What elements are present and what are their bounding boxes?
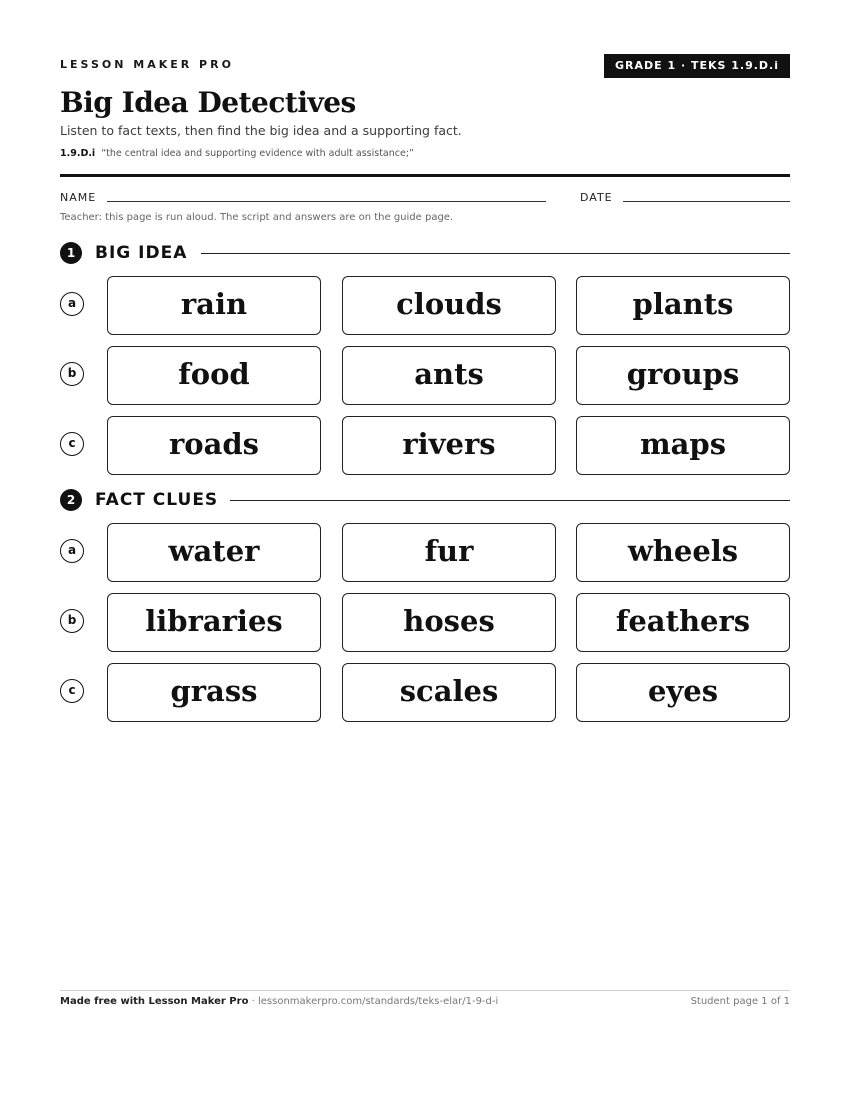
section-rule [201,253,790,254]
word-card[interactable]: wheels [576,523,790,582]
word-card[interactable]: rivers [342,416,556,475]
row-letter: a [60,292,84,316]
standard-line [60,148,414,159]
word-card[interactable]: maps [576,416,790,475]
section-fact-clues [60,489,790,511]
word-card[interactable]: rain [107,276,321,335]
word-card[interactable]: libraries [107,593,321,652]
teacher-note: Teacher: this page is run aloud. The script and answers are on the guide page. [60,212,454,223]
row-letter: b [60,362,84,386]
answer-row [60,346,790,406]
word-card[interactable]: roads [107,416,321,475]
answer-row [60,416,790,476]
brand-name: LESSON MAKER PRO [60,58,234,71]
footer-divider [60,990,790,991]
footer-separator: · [248,996,258,1007]
answer-row [60,663,790,723]
answer-row [60,523,790,583]
grade-badge: GRADE 1 · TEKS 1.9.D.i [604,54,790,78]
standard-code: 1.9.D.i [60,148,96,159]
word-card[interactable]: fur [342,523,556,582]
word-card[interactable]: grass [107,663,321,722]
worksheet-page [60,0,790,1100]
section-title: FACT CLUES [95,490,219,510]
word-card[interactable]: clouds [342,276,556,335]
word-card[interactable]: plants [576,276,790,335]
word-card[interactable]: eyes [576,663,790,722]
footer-made-with: Made free with Lesson Maker Pro [60,996,249,1007]
word-card[interactable]: food [107,346,321,405]
date-field[interactable] [623,201,790,202]
name-field[interactable] [107,201,546,202]
word-card[interactable]: groups [576,346,790,405]
date-label: DATE [580,191,613,204]
name-label: NAME [60,191,97,204]
section-number: 1 [60,242,82,264]
section-rule [230,500,790,501]
word-card[interactable]: water [107,523,321,582]
word-card[interactable]: hoses [342,593,556,652]
header-divider [60,174,790,177]
page-number: Student page 1 of 1 [690,996,790,1007]
footer-credit [60,996,498,1007]
answer-row [60,593,790,653]
page-title: Big Idea Detectives [60,86,356,119]
section-title: BIG IDEA [95,243,188,263]
word-card[interactable]: ants [342,346,556,405]
section-number: 2 [60,489,82,511]
row-letter: a [60,539,84,563]
footer-url[interactable]: lessonmakerpro.com/standards/teks-elar/1-9-d-i [257,996,499,1007]
section-big-idea [60,242,790,264]
word-card[interactable]: feathers [576,593,790,652]
page-subtitle: Listen to fact texts, then find the big idea and a supporting fact. [60,123,462,138]
standard-text: “the central idea and supporting evidence with adult assistance;” [101,148,414,159]
answer-row [60,276,790,336]
row-letter: c [60,679,84,703]
word-card[interactable]: scales [342,663,556,722]
row-letter: c [60,432,84,456]
row-letter: b [60,609,84,633]
